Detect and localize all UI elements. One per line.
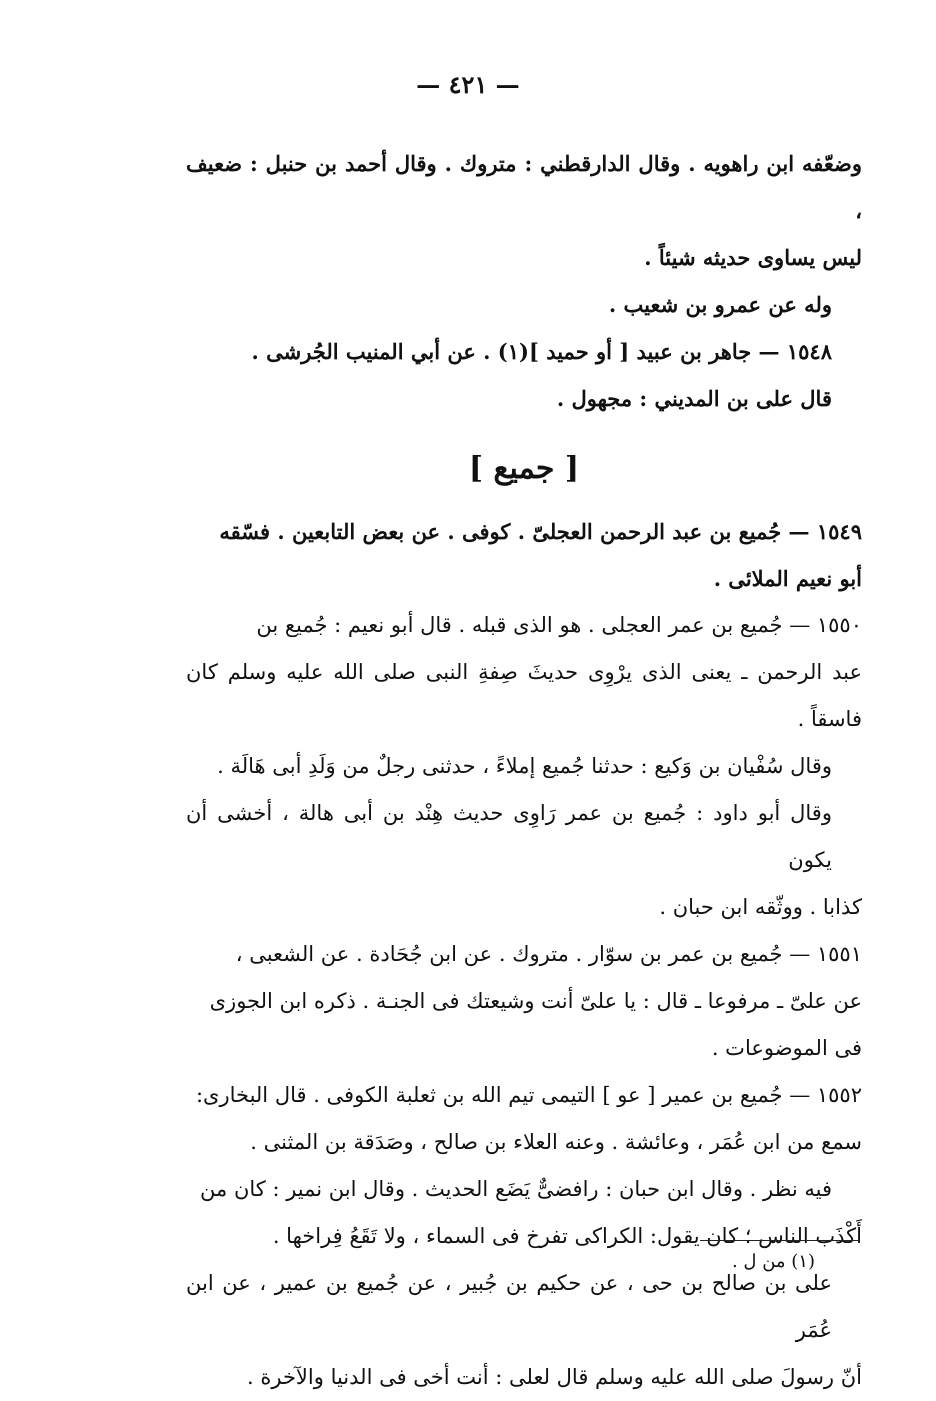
entry-1551-cont: عن علىّ ـ مرفوعا ـ قال : يا علىّ أنت وشيعتك فى الجنـة . ذكره ابن الجوزى [209,989,862,1013]
entry-1549-cont: أبو نعيم الملائى . [713,566,862,591]
entry-1552: ١٥٥٢ — جُميع بن عمير [ عو ] التيمى تيم الله بن ثعلبة الكوفى . قال البخارى: [195,1083,862,1107]
paragraph-line: فيه نظر . وقال ابن حبان : رافضىٌّ يَضَع الحديث . وقال ابن نمير : كان من [200,1177,832,1201]
entry-1552-cont: سمع من ابن عُمَر ، وعائشة . وعنه العلاء بن صالح ، وصَدَقة بن المثنى . [250,1130,862,1154]
entry-1549: ١٥٤٩ — جُميع بن عبد الرحمن العجلىّ . كوفى . عن بعض التابعين . فسّقه [219,519,862,544]
paragraph-line: أَكْذَب الناس ؛ كان يقول: الكراكى تفرخ فى السماء ، ولا تَقَعُ فِراخها . [272,1224,862,1248]
paragraph-line: وقال أبو داود : جُميع بن عمر رَاوِى حديث هِنْد بن أبى هالة ، أخشى أن يكون [186,801,832,872]
entry-1550: ١٥٥٠ — جُميع بن عمر العجلى . هو الذى قبله . قال أبو نعيم : جُميع بن [256,613,862,637]
paragraph-line: على بن صالح بن حى ، عن حكيم بن جُبير ، عن جُميع بن عمير ، عن ابن عُمَر [186,1271,832,1342]
entry-1551: ١٥٥١ — جُميع بن عمر بن سوّار . متروك . عن ابن جُحَادة . عن الشعبى ، [235,942,862,966]
page-number: — ٤٢١ — [416,70,520,99]
paragraph-line: وله عن عمرو بن شعيب . [608,292,832,317]
paragraph-line: أنّ رسولَ صلى الله عليه وسلم قال لعلى : أنت أخى فى الدنيا والآخرة . [247,1365,862,1389]
entry-1551-cont: فى الموضوعات . [711,1036,862,1060]
main-text [186,140,862,1401]
entry-1550-cont: عبد الرحمن ـ يعنى الذى يرْوِى حديثَ صِفةِ النبى صلى الله عليه وسلم كان فاسقاً . [186,660,862,731]
paragraph-line: كذابا . ووثّقه ابن حبان . [659,895,862,919]
paragraph-line: وقال سُفْيان بن وَكيع : حدثنا جُميع إملاءً ، حدثنى رجلٌ من وَلَدِ أبى هَالَة . [217,754,832,778]
footnote-divider [700,1240,860,1241]
section-heading: [ جميع ] [468,451,580,486]
paragraph-line: قال على بن المديني : مجهول . [556,386,832,411]
paragraph-line: ليس يساوى حديثه شيئاً . [644,245,862,270]
entry-1548: ١٥٤٨ — جاهر بن عبيد [ أو حميد ](١) . عن أبي المنيب الجُرشى . [251,339,832,364]
paragraph-line: وضعّفه ابن راهويه . وقال الدارقطني : متروك . وقال أحمد بن حنبل : ضعيف ، [186,151,862,223]
footnote: (١) من ل . [731,1251,815,1272]
